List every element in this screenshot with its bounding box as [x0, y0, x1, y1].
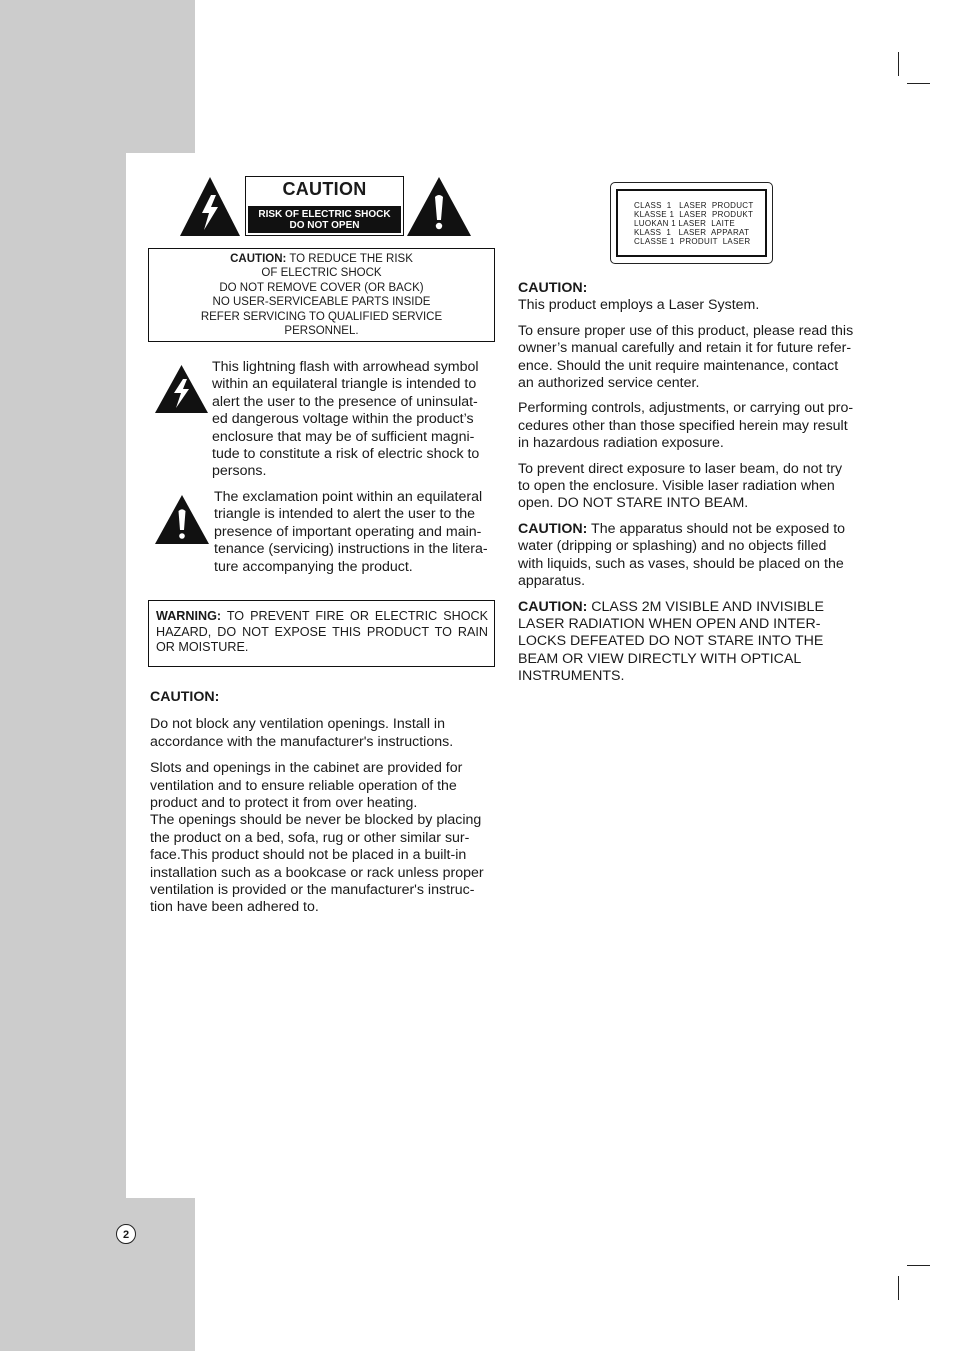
laser-caution: [518, 280, 878, 686]
notice-line: REFER SERVICING TO QUALIFIED SERVICE: [200, 310, 443, 323]
text-line: the product on a bed, sofa, rug or other similar sur-: [150, 829, 470, 846]
notice-line: PERSONNEL.: [284, 325, 359, 338]
text-line: installation such as a bookcase or rack unless proper: [150, 864, 484, 881]
text-line: ventilation and to ensure reliable operation of the: [150, 777, 457, 794]
caution-lead: CAUTION:: [518, 598, 588, 615]
warning-box: [148, 600, 495, 667]
text-line: in hazardous radiation exposure.: [518, 435, 724, 452]
text-line: ed dangerous voltage within the product’s: [212, 411, 474, 428]
paragraph: [518, 599, 878, 686]
text-line: Slots and openings in the cabinet are provided for: [150, 760, 463, 777]
paragraph: [150, 716, 500, 751]
text-line: [518, 521, 878, 538]
page-margin-bottom: [0, 1198, 195, 1351]
laser-label-line: KLASS 1 LASER APPARAT: [634, 228, 750, 237]
laser-label-line: CLASS 1 LASER PRODUCT: [634, 201, 754, 210]
text-span: The apparatus should not be exposed to: [587, 520, 846, 537]
text-line: Do not block any ventilation openings. Install in: [150, 716, 445, 733]
text-line: LASER RADIATION WHEN OPEN AND INTER-: [518, 615, 821, 632]
warning-text: TO PREVENT FIRE OR ELECTRIC SHOCK HAZARD, DO NOT EXPOSE THIS PRODUCT TO RAIN OR MOISTURE.: [156, 609, 488, 655]
ventilation-caution: [150, 689, 500, 917]
paragraph: [518, 400, 878, 452]
text-line: LOCKS DEFEATED DO NOT STARE INTO THE: [518, 633, 824, 650]
crop-mark: [898, 1276, 899, 1300]
laser-label-line: CLASSE 1 PRODUIT LASER: [634, 237, 751, 246]
section-heading: CAUTION:: [518, 280, 588, 296]
text-line: This lightning flash with arrowhead symbol: [212, 359, 479, 375]
text-line: To prevent direct exposure to laser beam, do not try: [518, 460, 843, 477]
text-line: open. DO NOT STARE INTO BEAM.: [518, 495, 749, 512]
paragraph: [518, 521, 878, 591]
page-margin-side: [0, 153, 126, 1198]
text-line: cedures other than those specified herein may result: [518, 417, 848, 434]
caution-title: CAUTION: [282, 179, 367, 199]
text-line: face.This product should not be placed in a built-in: [150, 847, 467, 864]
caution-lead: CAUTION:: [518, 520, 588, 537]
warning-lead: WARNING:: [156, 609, 222, 623]
text-line: ventilation is provided or the manufacturer's instruc-: [150, 882, 475, 899]
lightning-warning-icon: [178, 175, 242, 238]
crop-mark: [907, 1265, 930, 1266]
paragraph: [518, 323, 878, 393]
laser-label-line: KLASSE 1 LASER PRODUKT: [634, 210, 754, 219]
caution-subtitle: [248, 206, 401, 233]
exclamation-warning-icon: [405, 175, 473, 238]
text-line: to open the enclosure. Visible laser radiation when: [518, 478, 835, 495]
text-span: CLASS 2M VISIBLE AND INVISIBLE: [587, 598, 824, 615]
text-line: alert the user to the presence of uninsulat-: [212, 393, 478, 410]
text-line: ence. Should the unit require maintenance, contact: [518, 357, 839, 374]
text-line: accordance with the manufacturer's instructions.: [150, 733, 454, 750]
notice-text: TO REDUCE THE RISK: [286, 253, 413, 265]
page-margin-top: [0, 0, 195, 153]
text-line: ture accompanying the product.: [214, 558, 413, 575]
caution-subtitle-line: RISK OF ELECTRIC SHOCK: [258, 209, 391, 220]
text-line: To ensure proper use of this product, please read this: [518, 322, 854, 339]
text-line: within an equilateral triangle is intended to: [212, 376, 477, 393]
text-line: tude to constitute a risk of electric shock to: [212, 446, 480, 463]
text-line: INSTRUMENTS.: [518, 668, 625, 685]
text-line: apparatus.: [518, 573, 586, 590]
text-line: The exclamation point within an equilateral: [214, 489, 483, 505]
caution-notice-box: [148, 248, 495, 342]
text-line: with liquids, such as vases, should be placed on the: [518, 555, 844, 572]
text-line: tenance (servicing) instructions in the litera-: [214, 541, 488, 558]
lightning-description: [212, 359, 497, 481]
text-line: persons.: [212, 463, 267, 480]
text-line: Performing controls, adjustments, or carrying out pro-: [518, 400, 854, 417]
text-line: triangle is intended to alert the user to the: [214, 506, 476, 523]
exclamation-icon: [154, 494, 210, 545]
text-line: The openings should be never be blocked by placing: [150, 812, 482, 829]
caution-subtitle-line: DO NOT OPEN: [289, 220, 360, 231]
paragraph: [518, 461, 878, 513]
text-line: water (dripping or splashing) and no objects filled: [518, 538, 827, 555]
text-line: presence of important operating and main-: [214, 523, 482, 540]
text-line: an authorized service center.: [518, 375, 700, 392]
laser-label-line: LUOKAN 1 LASER LAITE: [634, 219, 736, 228]
laser-label-inner: [616, 189, 767, 257]
paragraph: [150, 760, 500, 917]
exclamation-description: [214, 489, 499, 576]
crop-mark: [907, 83, 930, 84]
notice-line: NO USER-SERVICEABLE PARTS INSIDE: [212, 296, 431, 309]
notice-lead: CAUTION:: [230, 253, 287, 265]
crop-mark: [898, 52, 899, 76]
text-line: owner’s manual carefully and retain it for future refer-: [518, 340, 852, 357]
text-line: tion have been adhered to.: [150, 899, 319, 916]
laser-product-label: [610, 182, 773, 264]
notice-line: OF ELECTRIC SHOCK: [261, 267, 382, 280]
lightning-icon: [154, 364, 209, 414]
page-number: 2: [116, 1224, 136, 1244]
section-heading: CAUTION:: [150, 689, 220, 705]
text-line: BEAM OR VIEW DIRECTLY WITH OPTICAL: [518, 650, 802, 667]
notice-line: [149, 252, 494, 266]
text-line: [518, 599, 878, 616]
caution-label: [245, 176, 404, 236]
text-line: enclosure that may be of sufficient magni-: [212, 428, 475, 445]
notice-line: DO NOT REMOVE COVER (OR BACK): [219, 281, 424, 294]
paragraph: This product employs a Laser System.: [518, 297, 760, 314]
text-line: product and to protect it from over heating.: [150, 795, 418, 812]
